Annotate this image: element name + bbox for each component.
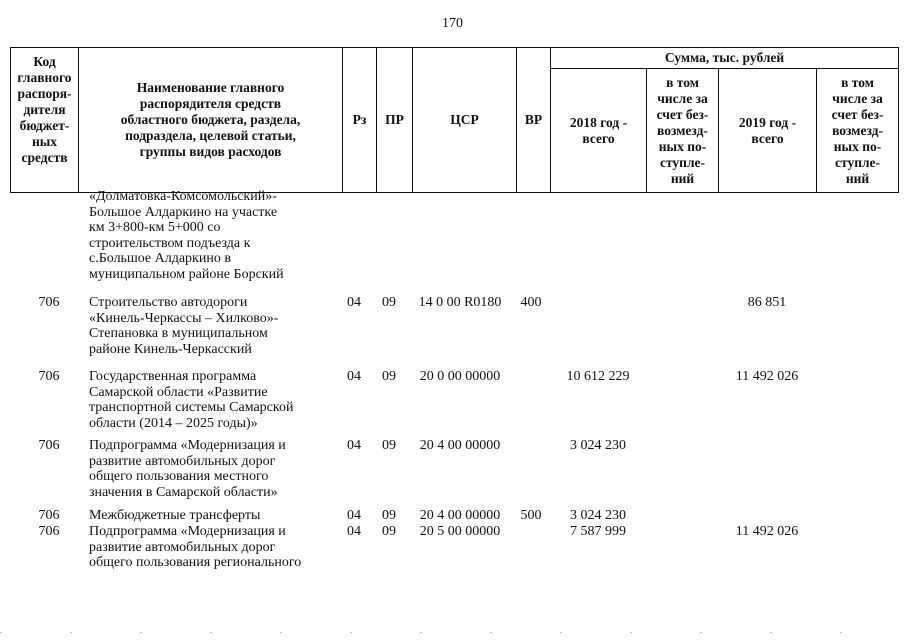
row-2018-total: 3 024 230: [570, 508, 626, 523]
row-code: 706: [38, 524, 60, 539]
row-pr: 09: [382, 295, 396, 310]
row-csr: 20 5 00 00000: [419, 524, 501, 539]
header-name: Наименование главного распорядителя средств областного бюджета, раздела, подраздела, целевой статьи, группы видов расходов: [79, 48, 343, 193]
row-code: 706: [38, 438, 60, 453]
header-2019-gratis: в том числе за счет без- возмезд- ных по- ступле- ний: [817, 69, 899, 193]
header-code: Код главного распоря- дителя бюджет- ных средств: [11, 48, 79, 193]
row-csr: 20 4 00 00000: [419, 438, 501, 453]
row-code: 706: [38, 508, 60, 523]
row-2018-total: 10 612 229: [566, 369, 630, 384]
row-pr: 09: [382, 438, 396, 453]
header-vr: ВР: [517, 48, 551, 193]
header-2018-gratis: в том числе за счет без- возмезд- ных по- ступле- ний: [647, 69, 719, 193]
header-2018-total: 2018 год - всего: [551, 69, 647, 193]
row-code: 706: [38, 369, 60, 384]
row-pr: 09: [382, 524, 396, 539]
row-csr: 20 4 00 00000: [419, 508, 501, 523]
row-2018-total: 3 024 230: [570, 438, 626, 453]
header-pr: ПР: [377, 48, 413, 193]
header-2019-total: 2019 год - всего: [719, 69, 817, 193]
header-csr: ЦСР: [413, 48, 517, 193]
row-pr: 09: [382, 508, 396, 523]
row-2019-total: 86 851: [747, 295, 787, 310]
row-vr: 500: [520, 508, 542, 523]
row-name: Государственная программа Самарской области «Развитие транспортной системы Самарской области (2014 – 2025 годы)»: [89, 369, 294, 431]
page-number: 170: [442, 16, 463, 31]
row-name: Межбюджетные трансферты: [89, 508, 261, 523]
row-rz: 04: [347, 295, 361, 310]
row-rz: 04: [347, 369, 361, 384]
row-rz: 04: [347, 508, 361, 523]
row-2019-total: 11 492 026: [735, 369, 799, 384]
header-sum: Сумма, тыс. рублей: [551, 48, 899, 69]
row-vr: 400: [520, 295, 542, 310]
row-name: «Долматовка-Комсомольский»- Большое Алдаркино на участке км 3+800-км 5+000 со строительством подъезда к с.Большое Алдаркино в муниципальном районе Борский: [89, 189, 284, 282]
scan-noise: [0, 632, 905, 633]
row-2019-total: 11 492 026: [735, 524, 799, 539]
row-rz: 04: [347, 524, 361, 539]
row-name: Подпрограмма «Модернизация и развитие автомобильных дорог общего пользования местного значения в Самарской области»: [89, 438, 286, 500]
row-rz: 04: [347, 438, 361, 453]
row-2018-total: 7 587 999: [570, 524, 626, 539]
row-name: Строительство автодороги «Кинель-Черкассы – Хилково»- Степановка в муниципальном районе Кинель-Черкасский: [89, 295, 279, 357]
row-code: 706: [38, 295, 60, 310]
row-name: Подпрограмма «Модернизация и развитие автомобильных дорог общего пользования регионального: [89, 524, 302, 571]
row-pr: 09: [382, 369, 396, 384]
row-csr: 14 0 00 R0180: [418, 295, 502, 310]
header-rz: Рз: [343, 48, 377, 193]
row-csr: 20 0 00 00000: [419, 369, 501, 384]
